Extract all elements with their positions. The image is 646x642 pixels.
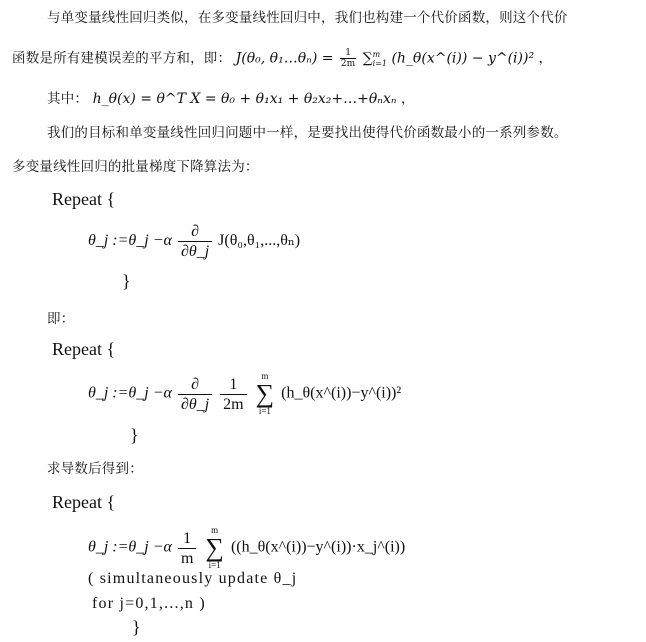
cost-function-fraction	[340, 48, 356, 69]
block3-update-rule	[88, 526, 405, 570]
block2-lhs: θ_j :=θ_j −α	[88, 384, 172, 402]
block3-sum-upper: m	[211, 525, 219, 535]
block3-note-range: for j=0,1,...,n )	[92, 595, 206, 612]
block3-repeat-label: Repeat	[52, 492, 102, 512]
cost-sum-lower: i=1	[372, 58, 387, 68]
block3-open-brace: {	[106, 492, 116, 512]
block2-body: (h_θ(x^(i))−y^(i))²	[281, 384, 402, 402]
hypothesis-formula: h_θ(x) = θ^T X = θ₀ + θ₁x₁ + θ₂x₂+…+θₙxₙ	[92, 91, 397, 107]
block1-partial-den: ∂θ_j	[180, 243, 210, 260]
block2-update-rule	[88, 372, 401, 416]
where-label: 其中：	[47, 91, 89, 107]
block3-repeat-header	[52, 491, 115, 513]
cost-function-line	[12, 48, 552, 69]
hypothesis-tail: ，	[401, 91, 415, 107]
block1-rhs: J(θ₀,θ₁,...,θₙ)	[218, 232, 301, 250]
cost-sum-symbol: ∑	[362, 50, 373, 67]
block3-body: ((h_θ(x^(i))−y^(i))·x_j^(i))	[230, 538, 406, 556]
block2-half-m-fraction	[220, 375, 246, 414]
intro-paragraph-line-1: 与单变量线性回归类似，在多变量线性回归中，我们也构建一个代价函数，则这个代价	[47, 10, 568, 26]
block2-repeat-header	[52, 338, 115, 360]
hypothesis-line	[47, 90, 415, 108]
after-derivative-label: 求导数后得到：	[47, 461, 143, 477]
block1-close-brace: }	[122, 271, 131, 291]
block2-partial-den: ∂θ_j	[180, 395, 210, 413]
block3-frac-den: m	[180, 549, 194, 567]
block3-sigma: ∑	[205, 533, 224, 562]
intro-paragraph-line-2: 函数是所有建模误差的平方和，即：	[12, 50, 232, 67]
block2-partial-num: ∂	[178, 375, 212, 395]
cost-function-tail: ，	[538, 50, 553, 67]
block2-sum-lower: i=1	[258, 406, 271, 416]
cost-fraction-denominator: 2m	[340, 59, 356, 69]
cost-sum-upper: m	[372, 49, 381, 59]
block1-update-rule	[88, 222, 300, 261]
block3-note-simultaneous: ( simultaneously update θ_j	[88, 570, 298, 587]
block3-one-over-m	[178, 529, 196, 568]
block2-sum-upper: m	[261, 371, 269, 381]
block2-close-brace: }	[130, 425, 139, 445]
cost-fraction-numerator: 1	[340, 48, 356, 59]
block1-partial-fraction	[178, 222, 212, 261]
block2-sigma: ∑	[255, 379, 275, 408]
goal-paragraph: 我们的目标和单变量线性回归问题中一样，是要找出使得代价函数最小的一系列参数。	[47, 125, 568, 141]
block2-half-num: 1	[220, 375, 246, 395]
block1-open-brace: {	[106, 189, 116, 209]
block3-summation	[205, 526, 224, 570]
block3-lhs: θ_j :=θ_j −α	[88, 538, 172, 556]
block3-frac-num: 1	[178, 529, 196, 549]
block2-half-den: 2m	[223, 395, 244, 413]
block1-repeat-header	[52, 188, 115, 210]
block1-repeat-label: Repeat	[52, 189, 102, 209]
cost-function-body: (h_θ(x^(i)) − y^(i))²	[391, 50, 535, 67]
block2-summation	[256, 372, 275, 416]
batch-gd-heading: 多变量线性回归的批量梯度下降算法为：	[12, 159, 259, 175]
cost-function-lhs: J(θ₀, θ₁…θₙ) =	[235, 50, 334, 67]
block1-partial-num: ∂	[178, 222, 212, 242]
block3-close-brace: }	[132, 617, 141, 637]
ie-label: 即：	[47, 311, 75, 327]
block1-lhs: θ_j :=θ_j −α	[88, 232, 172, 250]
block2-open-brace: {	[106, 339, 116, 359]
block2-repeat-label: Repeat	[52, 339, 102, 359]
block3-sum-lower: i=1	[208, 560, 221, 570]
block2-partial-fraction	[178, 375, 212, 414]
